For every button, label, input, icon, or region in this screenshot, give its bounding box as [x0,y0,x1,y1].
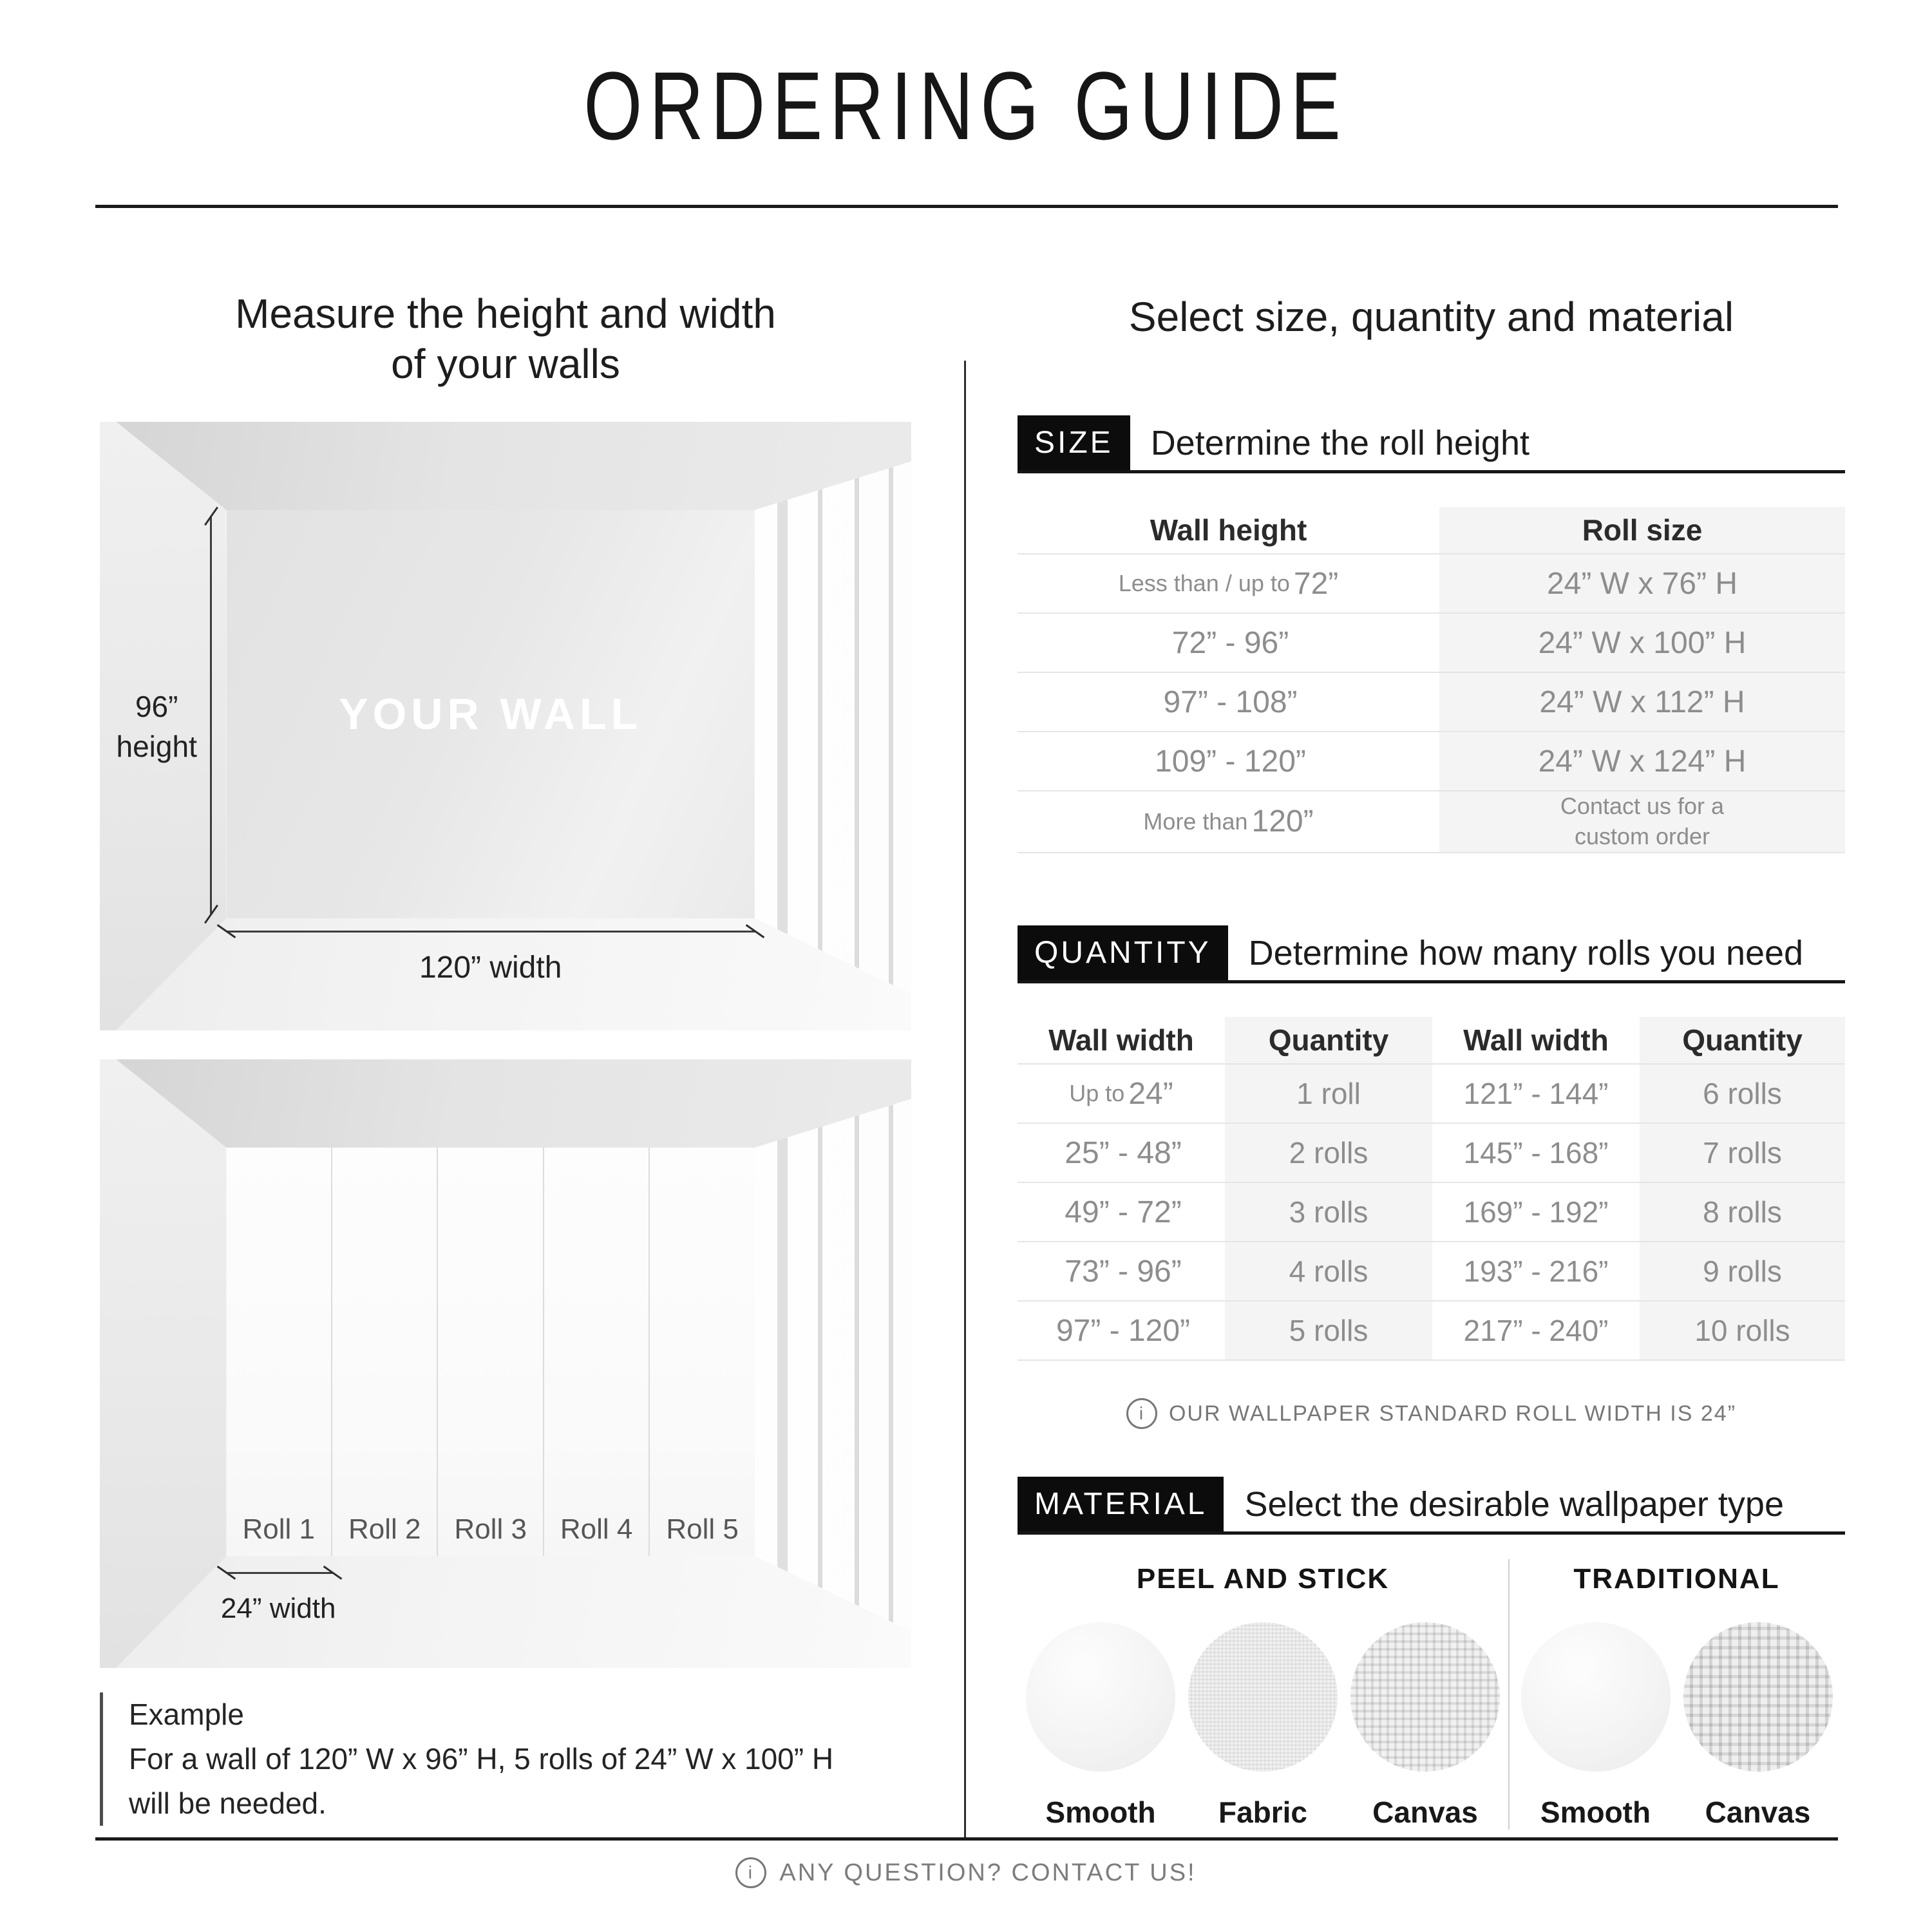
example-line2: will be needed. [129,1786,327,1820]
qty-col-header: Wall width [1048,1023,1194,1057]
qty-quantity-cell: 6 rolls [1640,1063,1845,1122]
quantity-section [1018,925,1845,1429]
material-options [1018,1622,1508,1830]
wall-height-value: 72” - 96” [1171,625,1289,660]
column-divider [964,361,966,1837]
material-option-fabric [1186,1622,1340,1830]
size-row-roll-cell [1439,731,1845,790]
left-heading-line2: of your walls [391,341,620,388]
qty-wall-width-cell: 145” - 168” [1432,1122,1640,1182]
wall-height-prefix: Less than / up to [1118,570,1290,596]
size-row-wall-cell [1018,612,1439,672]
page-title-text: ORDERING GUIDE [583,52,1349,160]
material-group-traditional [1508,1559,1844,1830]
left-heading-line1: Measure the height and width [235,290,776,337]
qty-quantity-cell: 8 rolls [1640,1182,1845,1241]
wall-width-value: 24” [1128,1076,1173,1111]
footer-divider [95,1837,1838,1841]
info-icon: i [1126,1398,1157,1429]
page-title [0,50,1932,162]
material-groups [1018,1559,1845,1830]
material-section-header [1018,1477,1845,1535]
size-row-wall-cell [1018,790,1439,853]
size-row-roll-cell [1439,553,1845,612]
room-illustration-measure [100,422,911,1030]
roll-size-line1: Contact us for a [1560,793,1725,819]
smooth-swatch [1026,1622,1175,1772]
roll-panel [437,1148,542,1556]
example-line1: For a wall of 120” W x 96” H, 5 rolls of 24” W x 100” H [129,1742,834,1776]
material-subtitle: Select the desirable wallpaper type [1244,1484,1784,1524]
material-group-peel-and-stick [1018,1559,1508,1830]
size-row-wall-cell [1018,731,1439,790]
quantity-badge: QUANTITY [1018,925,1228,980]
window-mullion [889,1090,893,1631]
roll-panel-label: Roll 2 [348,1513,421,1546]
footer-contact-text: ANY QUESTION? CONTACT US! [779,1859,1197,1886]
qty-wall-width-cell [1018,1300,1225,1361]
title-divider [95,205,1838,208]
roll-panel-label: Roll 5 [666,1513,739,1546]
height-dimension-label [108,687,205,766]
qty-wall-width-cell: 217” - 240” [1432,1300,1640,1361]
canvas-swatch [1350,1622,1500,1772]
material-group-label: PEEL AND STICK [1136,1563,1390,1595]
qty-wall-width-cell [1018,1241,1225,1300]
qty-quantity-cell: 3 rolls [1225,1182,1432,1241]
qty-quantity-cell: 5 rolls [1225,1300,1432,1361]
wall-height-value: 109” - 120” [1155,744,1306,779]
window-mullion [855,1090,859,1631]
window-mullion [818,1090,822,1631]
roll-panel-label: Roll 4 [560,1513,633,1546]
your-wall-label: YOUR WALL [339,690,643,739]
wall-height-value: 120” [1251,804,1314,839]
size-section [1018,415,1845,853]
roll-size-value: 24” W x 100” H [1538,625,1747,660]
wall-width-value: 97” - 120” [1056,1313,1191,1348]
roll-width-dimension-label: 24” width [220,1592,336,1624]
wall-width-prefix: Up to [1069,1080,1125,1106]
roll-width-note [1018,1398,1845,1429]
roll-panel [543,1148,649,1556]
height-word: height [116,730,197,764]
roll-size-value: 24” W x 76” H [1546,566,1738,601]
room-illustration-rolls [100,1059,911,1668]
qty-quantity-cell: 4 rolls [1225,1241,1432,1300]
wall-width-value: 73” - 96” [1065,1254,1182,1289]
size-row-wall-cell [1018,672,1439,731]
wall-width-value: 25” - 48” [1065,1135,1182,1170]
example-title: Example [129,1698,244,1731]
roll-size-value: 24” W x 124” H [1538,744,1747,779]
footer-contact-note [0,1857,1932,1888]
size-subtitle: Determine the roll height [1150,423,1530,462]
roll-size-value: 24” W x 112” H [1539,685,1745,719]
qty-col-header: Quantity [1225,1017,1432,1063]
wallpaper-roll-panels [227,1148,755,1556]
roll-panel-label: Roll 1 [242,1513,316,1546]
qty-wall-width-cell [1018,1122,1225,1182]
canvas-swatch [1683,1622,1833,1772]
wall-width-value: 49” - 72” [1065,1195,1182,1229]
roll-panel [227,1148,331,1556]
quantity-subtitle: Determine how many rolls you need [1248,933,1804,972]
wall-height-value: 97” - 108” [1163,685,1298,719]
material-option-canvas [1348,1622,1502,1830]
quantity-table [1018,1017,1845,1361]
qty-quantity-cell: 7 rolls [1640,1122,1845,1182]
material-option-label: Fabric [1218,1795,1308,1829]
qty-quantity-cell: 9 rolls [1640,1241,1845,1300]
wall-height-value: 72” [1293,566,1339,601]
size-row-roll-cell [1439,672,1845,731]
qty-wall-width-cell: 193” - 216” [1432,1241,1640,1300]
window-frame [777,1090,788,1638]
size-row-roll-cell [1439,790,1845,853]
material-section [1018,1477,1845,1830]
roll-width-dimension-line [227,1572,332,1574]
height-value: 96” [135,690,178,724]
wall-height-prefix: More than [1143,808,1248,835]
width-dimension-label: 120” width [419,951,562,985]
size-table [1018,507,1845,853]
qty-wall-width-cell [1018,1182,1225,1241]
roll-size-line2: custom order [1574,822,1710,849]
qty-wall-width-cell: 169” - 192” [1432,1182,1640,1241]
material-option-label: Canvas [1372,1795,1478,1829]
size-row-wall-cell [1018,553,1439,612]
material-option-label: Canvas [1705,1795,1811,1829]
material-badge: MATERIAL [1018,1477,1224,1531]
roll-panel-label: Roll 3 [454,1513,527,1546]
example-note [100,1692,921,1826]
left-section-heading [100,289,911,389]
material-options [1510,1622,1844,1830]
qty-wall-width-cell [1018,1063,1225,1122]
roll-panel [331,1148,437,1556]
window-mullion [855,452,859,994]
qty-col-header: Wall width [1463,1023,1609,1057]
size-section-header [1018,415,1845,473]
right-section-heading: Select size, quantity and material [1128,294,1734,340]
qty-col-header: Quantity [1640,1017,1845,1063]
smooth-swatch [1521,1622,1671,1772]
window-mullion [889,452,893,994]
size-col-header-roll-size: Roll size [1439,507,1845,553]
material-option-canvas [1681,1622,1835,1830]
size-badge: SIZE [1018,415,1130,470]
window-mullion [818,452,822,994]
qty-quantity-cell: 2 rolls [1225,1122,1432,1182]
qty-wall-width-cell: 121” - 144” [1432,1063,1640,1122]
quantity-section-header [1018,925,1845,983]
material-option-smooth [1519,1622,1673,1830]
material-group-label: TRADITIONAL [1573,1563,1780,1595]
qty-quantity-cell: 10 rolls [1640,1300,1845,1361]
info-icon: i [735,1857,766,1888]
size-row-roll-cell [1439,612,1845,672]
width-dimension-line [227,931,755,933]
roll-width-note-text: OUR WALLPAPER STANDARD ROLL WIDTH IS 24” [1168,1401,1737,1426]
size-col-header-wall-height: Wall height [1150,513,1307,547]
material-option-label: Smooth [1045,1795,1156,1829]
material-option-label: Smooth [1540,1795,1651,1829]
qty-quantity-cell: 1 roll [1225,1063,1432,1122]
roll-panel [649,1148,754,1556]
material-option-smooth [1023,1622,1178,1830]
window-frame [777,452,788,1000]
fabric-swatch [1188,1622,1338,1772]
height-dimension-line [210,516,212,915]
